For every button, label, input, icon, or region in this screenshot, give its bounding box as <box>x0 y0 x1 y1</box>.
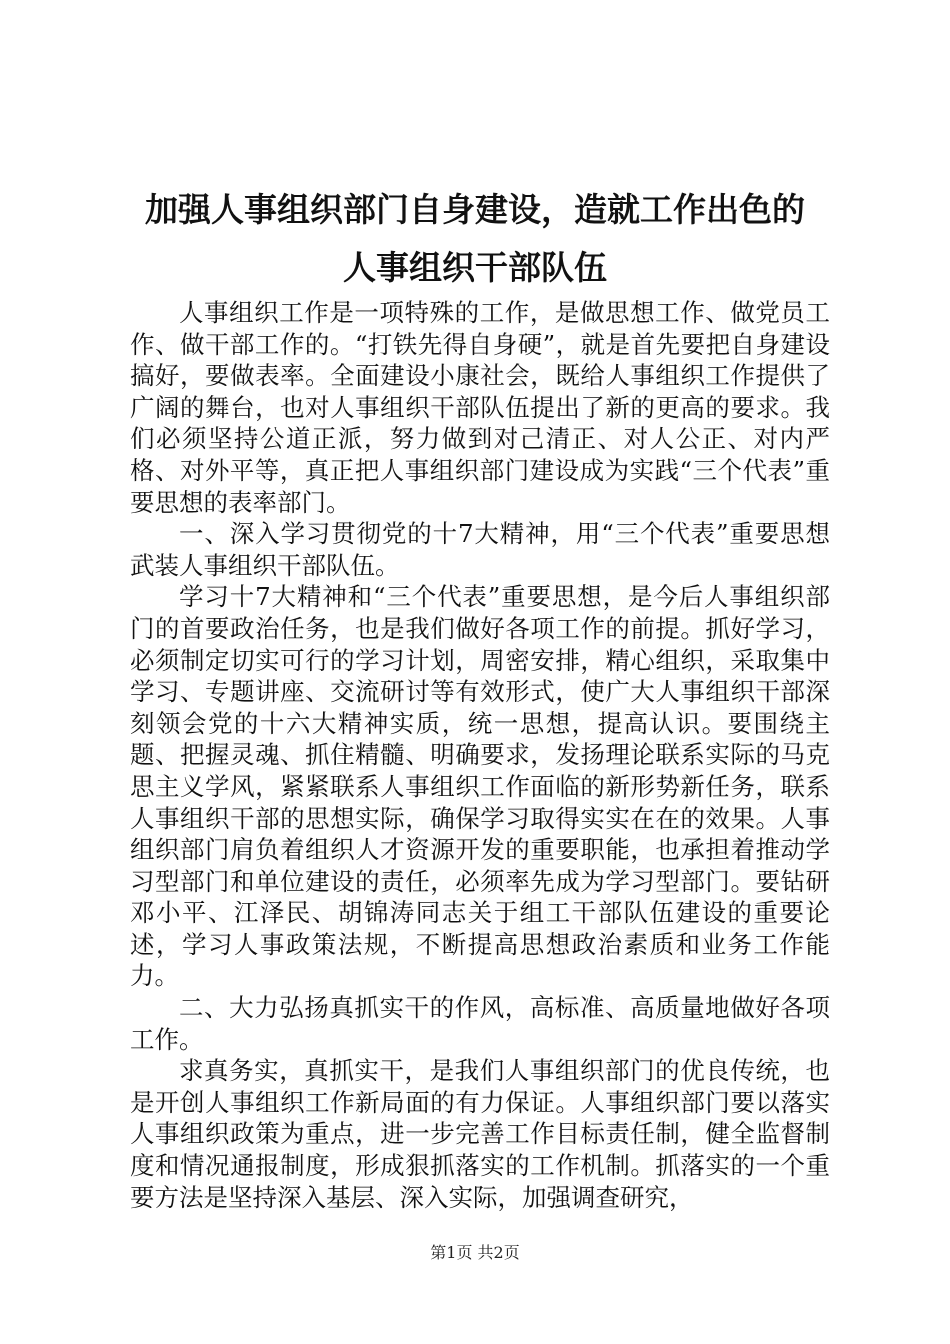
paragraph-intro: 人事组织工作是一项特殊的工作，是做思想工作、做党员工作、做干部工作的。“打铁先得自身硬”，就是首先要把自身建设搞好，要做表率。全面建设小康社会，既给人事组织工作提供了广阔的舞台，也对人事组织干部队伍提出了新的更高的要求。我们必须坚持公道正派，努力做到对己清正、对人公正、对内严格、对外平等，真正把人事组织部门建设成为实践“三个代表”重要思想的表率部门。 <box>130 298 830 517</box>
document-title-line-1: 加强人事组织部门自身建设，造就工作出色的 <box>145 190 805 229</box>
paragraph-study: 学习十7大精神和“三个代表”重要思想，是今后人事组织部门的首要政治任务，也是我们做好各项工作的前提。抓好学习，必须制定切实可行的学习计划，周密安排，精心组织，采取集中学习、专题讲座、交流研讨等有效形式，使广大人事组织干部深刻领会党的十六大精神实质，统一思想，提高认识。要围绕主题、把握灵魂、抓住精髓、明确要求，发扬理论联系实际的马克思主义学风，紧紧联系人事组织工作面临的新形势新任务，联系人事组织干部的思想实际，确保学习取得实实在在的效果。人事组织部门肩负着组织人才资源开发的重要职能，也承担着推动学习型部门和单位建设的责任，必须率先成为学习型部门。要钻研邓小平、江泽民、胡锦涛同志关于组工干部队伍建设的重要论述，学习人事政策法规，不断提高思想政治素质和业务工作能力。 <box>130 582 830 991</box>
document-title-line-2: 人事组织干部队伍 <box>343 248 607 287</box>
paragraph-practice: 求真务实，真抓实干，是我们人事组织部门的优良传统，也是开创人事组织工作新局面的有力保证。人事组织部门要以落实人事组织政策为重点，进一步完善工作目标责任制，健全监督制度和情况通报制度，形成狠抓落实的工作机制。抓落实的一个重要方法是坚持深入基层、深入实际，加强调查研究， <box>130 1056 830 1212</box>
paragraph-heading-1: 一、深入学习贯彻党的十7大精神，用“三个代表”重要思想武装人事组织干部队伍。 <box>130 519 830 580</box>
paragraph-heading-2: 二、大力弘扬真抓实干的作风，高标准、高质量地做好各项工作。 <box>130 993 830 1054</box>
document-body <box>130 297 830 1213</box>
page-number-footer: 第1页 共2页 <box>430 1243 520 1262</box>
